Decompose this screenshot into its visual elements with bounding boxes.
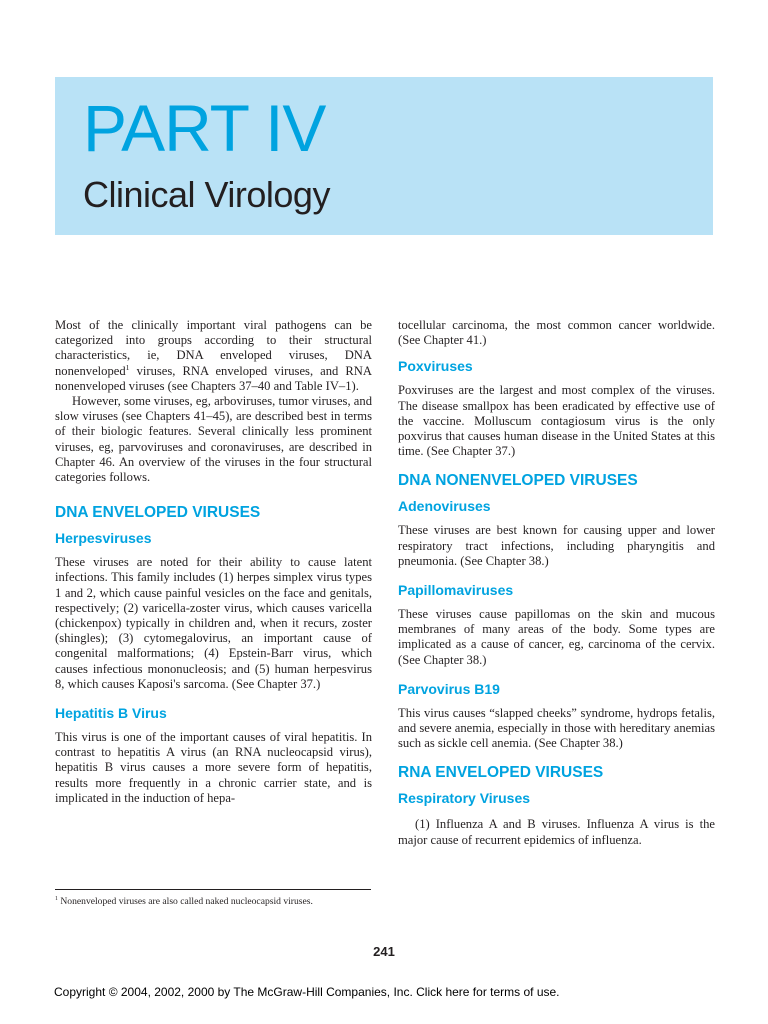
parvovirus-b19-text: This virus causes “slapped cheeks” syndrome, hydrops fetalis, and severe anemia, especially in those with hereditary anemias such as sickle cell anemia. (See Chapter 38.) bbox=[398, 705, 715, 751]
intro-text-a: Most of the clinically important viral pathogens can be categorized into groups according to their structural characteristics, ie, DNA enveloped viruses, DNA nonenveloped bbox=[55, 318, 372, 378]
intro-paragraph-1 bbox=[55, 318, 372, 394]
part-title: Clinical Virology bbox=[83, 174, 330, 215]
footnote-divider bbox=[55, 889, 371, 890]
intro-paragraph-2: However, some viruses, eg, arboviruses, tumor viruses, and slow viruses (see Chapters 41–45), are described best in terms of their biologic features. Several clinically less prominent viruses, eg, parvoviruses and coronaviruses, are described in Chapter 46. An overview of the viruses in the four structural categories follows. bbox=[55, 394, 372, 485]
left-column bbox=[55, 318, 372, 806]
part-header-band bbox=[55, 77, 713, 235]
hepatitis-b-continued: tocellular carcinoma, the most common cancer worldwide. (See Chapter 41.) bbox=[398, 318, 715, 348]
footnote bbox=[55, 896, 375, 908]
section-heading-rna-enveloped: RNA ENVELOPED VIRUSES bbox=[398, 764, 604, 782]
part-label: PART IV bbox=[83, 91, 326, 165]
subheading-poxviruses: Poxviruses bbox=[398, 358, 473, 375]
footnote-ref[interactable]: 1 bbox=[125, 362, 130, 372]
intro-text-b: viruses, RNA enveloped viruses, and RNA nonenveloped viruses (see Chapters 37–40 and Table IV–1). bbox=[55, 363, 372, 393]
subheading-parvovirus-b19: Parvovirus B19 bbox=[398, 680, 500, 697]
right-column bbox=[398, 318, 715, 848]
copyright-notice-link[interactable]: Copyright © 2004, 2002, 2000 by The McGraw-Hill Companies, Inc. Click here for terms of use. bbox=[54, 985, 560, 999]
subheading-herpesviruses: Herpesviruses bbox=[55, 530, 152, 547]
respiratory-viruses-text: (1) Influenza A and B viruses. Influenza A virus is the major cause of recurrent epidemics of influenza. bbox=[398, 817, 715, 847]
subheading-papillomaviruses: Papillomaviruses bbox=[398, 582, 514, 599]
herpesviruses-text: These viruses are noted for their ability to cause latent infections. This family includes (1) herpes simplex virus types 1 and 2, which cause painful vesicles on the face and genitals, respectively; (2) varicella-zoster virus, which causes varicella (chickenpox) typically in children and, when it recurs, zoster (shingles); (3) cytomegalovirus, an important cause of congenital malformations; (4) Epstein-Barr virus, which causes infectious mononucleosis; and (5) human herpesvirus 8, which causes Kaposi's sarcoma. (See Chapter 37.) bbox=[55, 555, 372, 691]
section-heading-dna-enveloped: DNA ENVELOPED VIRUSES bbox=[55, 504, 261, 522]
subheading-respiratory-viruses: Respiratory Viruses bbox=[398, 790, 531, 807]
adenoviruses-text: These viruses are best known for causing upper and lower respiratory tract infections, including pharyngitis and pneumonia. (See Chapter 38.) bbox=[398, 523, 715, 568]
subheading-adenoviruses: Adenoviruses bbox=[398, 498, 491, 515]
footnote-text: Nonenveloped viruses are also called naked nucleocapsid viruses. bbox=[57, 896, 313, 907]
hepatitis-b-text: This virus is one of the important causes of viral hepatitis. In contrast to hepatitis A virus (an RNA nucleocapsid virus), hepatitis B virus causes a more severe form of hepatitis, results more frequently in a chronic carrier state, and is implicated in the induction of hepa- bbox=[55, 730, 372, 805]
page-number: 241 bbox=[373, 944, 395, 959]
footnote-marker: 1 bbox=[55, 895, 58, 902]
section-heading-dna-nonenveloped: DNA NONENVELOPED VIRUSES bbox=[398, 472, 638, 490]
papillomaviruses-text: These viruses cause papillomas on the skin and mucous membranes of many areas of the body. Some types are implicated as a cause of cancer, eg, carcinoma of the cervix. (See Chapter 38.) bbox=[398, 607, 715, 667]
subheading-hepatitis-b: Hepatitis B Virus bbox=[55, 705, 167, 722]
poxviruses-text: Poxviruses are the largest and most complex of the viruses. The disease smallpox has been eradicated by effective use of the vaccine. Molluscum contagiosum virus is the only poxvirus that causes human disease in the United States at this time. (See Chapter 37.) bbox=[398, 383, 715, 459]
